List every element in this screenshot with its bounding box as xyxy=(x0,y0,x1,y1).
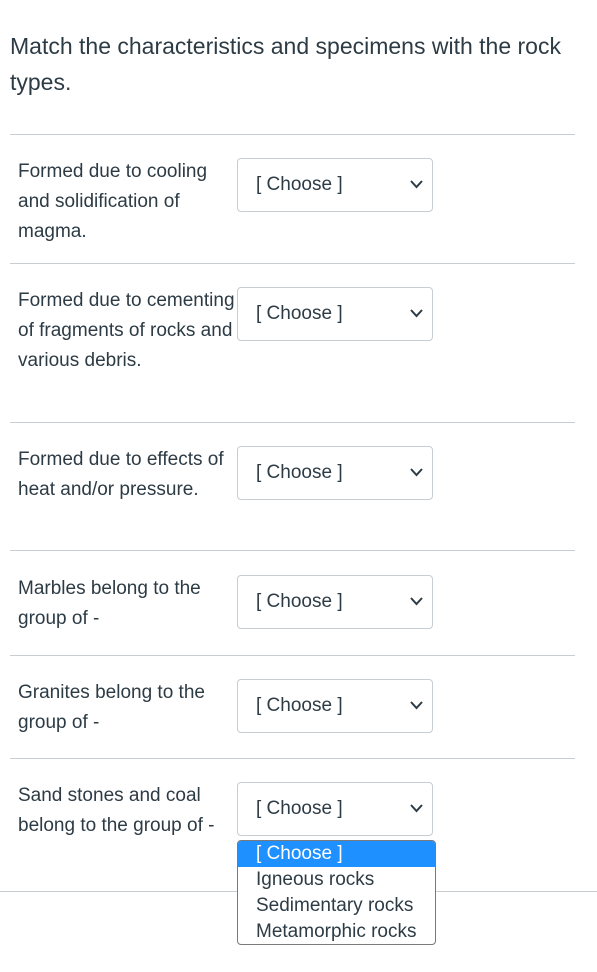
divider xyxy=(10,550,575,551)
divider xyxy=(10,758,575,759)
match-prompt: Sand stones and coal belong to the group of - xyxy=(18,785,215,836)
match-select[interactable] xyxy=(237,158,433,212)
dropdown-option-sedimentary[interactable]: Sedimentary rocks xyxy=(256,895,414,916)
match-select[interactable] xyxy=(237,287,433,341)
question-text: Match the characteristics and specimens with the rock types. xyxy=(10,33,561,95)
match-prompt: Formed due to cooling and solidification of magma. xyxy=(18,161,208,242)
match-select[interactable] xyxy=(237,679,433,733)
chevron-down-icon xyxy=(410,804,423,813)
chevron-down-icon xyxy=(410,597,423,606)
chevron-down-icon xyxy=(410,701,423,710)
select-value: [ Choose ] xyxy=(256,174,343,195)
chevron-down-icon xyxy=(410,468,423,477)
dropdown-option-igneous[interactable]: Igneous rocks xyxy=(256,869,375,890)
match-prompt: Granites belong to the group of - xyxy=(18,682,205,733)
match-prompt: Formed due to effects of heat and/or pressure. xyxy=(18,449,224,500)
match-prompt: Marbles belong to the group of - xyxy=(18,578,201,629)
divider xyxy=(10,655,575,656)
select-value: [ Choose ] xyxy=(256,303,343,324)
select-dropdown-list[interactable] xyxy=(237,840,436,945)
select-value: [ Choose ] xyxy=(256,591,343,612)
match-select[interactable] xyxy=(237,446,433,500)
match-select[interactable] xyxy=(237,782,433,836)
select-value: [ Choose ] xyxy=(256,695,343,716)
match-select[interactable] xyxy=(237,575,433,629)
divider xyxy=(10,263,575,264)
select-value: [ Choose ] xyxy=(256,798,343,819)
select-value: [ Choose ] xyxy=(256,462,343,483)
dropdown-option-choose[interactable]: [ Choose ] xyxy=(238,841,435,867)
divider xyxy=(10,134,575,135)
divider xyxy=(10,422,575,423)
match-prompt: Formed due to cementing of fragments of rocks and various debris. xyxy=(18,290,235,371)
chevron-down-icon xyxy=(410,309,423,318)
dropdown-option-metamorphic[interactable]: Metamorphic rocks xyxy=(256,921,417,942)
chevron-down-icon xyxy=(410,180,423,189)
